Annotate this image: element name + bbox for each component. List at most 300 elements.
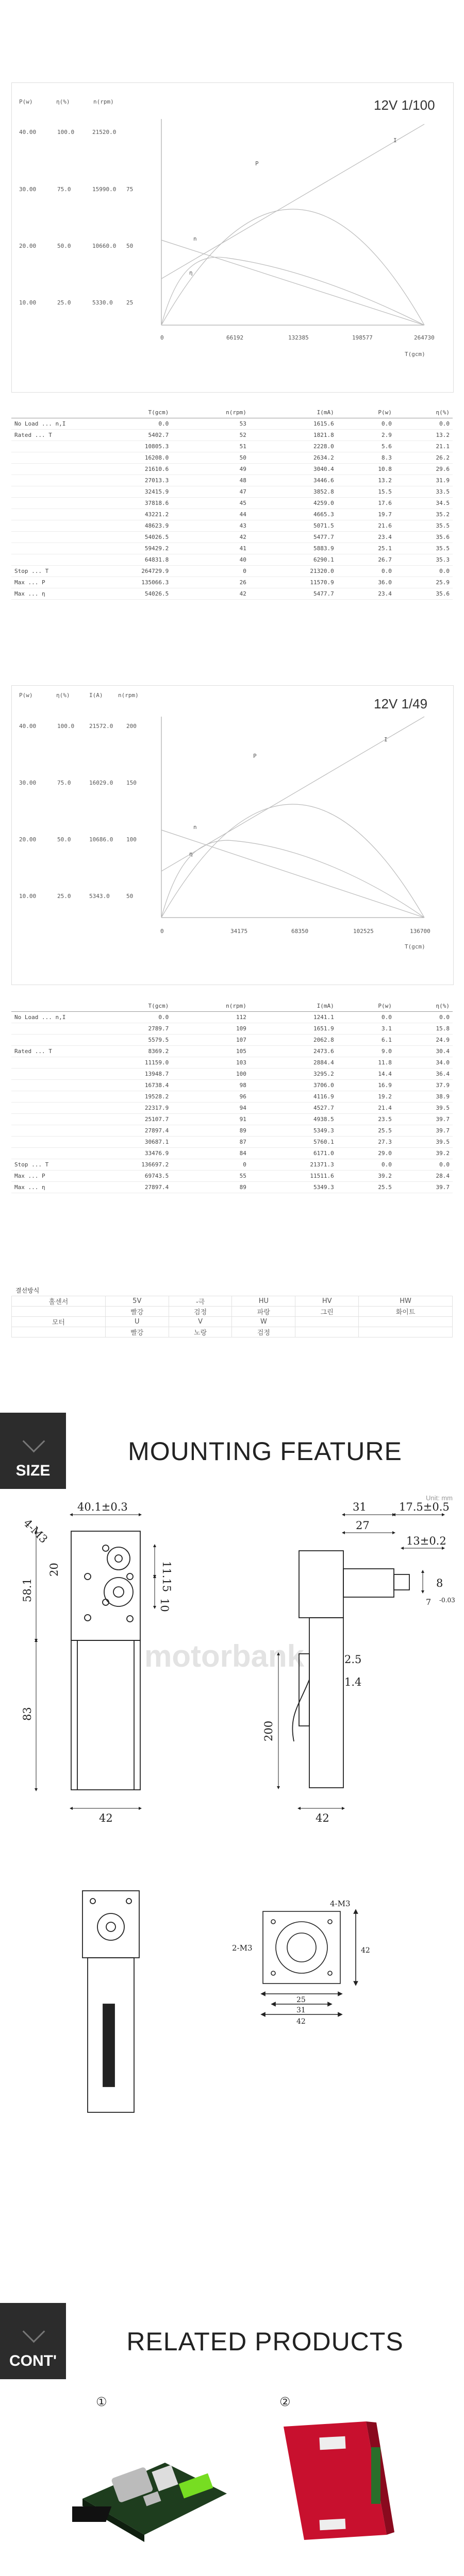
table-2-cell xyxy=(11,1125,74,1137)
svg-text:198577: 198577 xyxy=(352,334,373,341)
svg-text:20: 20 xyxy=(48,1563,60,1577)
chevron-down-icon xyxy=(23,2320,45,2343)
table-1-row xyxy=(11,464,453,475)
svg-text:20.00: 20.00 xyxy=(19,836,37,843)
chart-1-curve-eta xyxy=(161,257,424,325)
table-2-row xyxy=(11,1148,453,1159)
table-2-cell: 112 xyxy=(172,1012,250,1023)
table-1-cell: 25.1 xyxy=(337,543,395,554)
svg-text:75: 75 xyxy=(126,186,134,193)
table-1-cell xyxy=(11,543,74,554)
table-1-header-5: η(%) xyxy=(395,407,453,418)
table-2-row xyxy=(11,1125,453,1137)
table-1-cell: 34.5 xyxy=(395,498,453,509)
table-1-row xyxy=(11,588,453,600)
chart-1-plot xyxy=(12,83,453,392)
table-1-cell: 23.4 xyxy=(337,588,395,600)
chart-1-label-p: P xyxy=(255,160,259,167)
table-1-cell: 64831.8 xyxy=(74,554,172,566)
table-2-cell: 39.5 xyxy=(395,1137,453,1148)
table-2-cell: 16.9 xyxy=(337,1080,395,1091)
table-1-row xyxy=(11,532,453,543)
svg-text:42: 42 xyxy=(316,1812,329,1824)
svg-text:10.00: 10.00 xyxy=(19,893,37,900)
table-1-cell: 5.6 xyxy=(337,441,395,452)
svg-text:102525: 102525 xyxy=(353,928,374,935)
svg-text:75.0: 75.0 xyxy=(57,186,71,193)
table-1-cell xyxy=(11,554,74,566)
table-2-cell: 38.9 xyxy=(395,1091,453,1103)
table-2-cell xyxy=(11,1148,74,1159)
table-1-cell: 21.6 xyxy=(337,520,395,532)
wiring-cell: U xyxy=(105,1317,169,1327)
table-1-cell: 11570.9 xyxy=(250,577,337,588)
table-1-cell: 21610.6 xyxy=(74,464,172,475)
table-2-header-5: η(%) xyxy=(395,1001,453,1012)
table-2-row xyxy=(11,1046,453,1057)
table-2-cell: 3295.2 xyxy=(250,1069,337,1080)
table-2-cell: 30687.1 xyxy=(74,1137,172,1148)
table-2-cell xyxy=(11,1069,74,1080)
table-1-row xyxy=(11,475,453,486)
table-1-cell: 13.2 xyxy=(395,430,453,441)
table-2-cell: Max ... P xyxy=(11,1171,74,1182)
table-2-row xyxy=(11,1035,453,1046)
table-1-cell: 8.3 xyxy=(337,452,395,464)
table-2-cell: 107 xyxy=(172,1035,250,1046)
table-1-cell: 29.6 xyxy=(395,464,453,475)
table-1-cell: 2.9 xyxy=(337,430,395,441)
table-1-cell xyxy=(11,452,74,464)
table-1-cell: 44 xyxy=(172,509,250,520)
table-1-cell: 59429.2 xyxy=(74,543,172,554)
chart-1-curve-p xyxy=(161,209,424,325)
table-1-row xyxy=(11,509,453,520)
wiring-cell: 빨강 xyxy=(105,1307,169,1317)
svg-text:50.0: 50.0 xyxy=(57,836,71,843)
table-1-cell xyxy=(11,475,74,486)
table-2-row xyxy=(11,1159,453,1171)
chart-1-curve-n xyxy=(161,240,424,325)
table-2-header-4: P(w) xyxy=(337,1001,395,1012)
svg-text:0: 0 xyxy=(160,928,164,935)
table-2-cell: 0 xyxy=(172,1159,250,1171)
table-2-cell xyxy=(11,1137,74,1148)
table-1-row xyxy=(11,566,453,577)
table-1-cell xyxy=(11,520,74,532)
chart-1-axis-header-n: n(rpm) xyxy=(93,98,114,105)
table-1-cell: 16208.0 xyxy=(74,452,172,464)
table-1-cell: 10805.3 xyxy=(74,441,172,452)
svg-text:42: 42 xyxy=(99,1812,113,1824)
performance-table-2 xyxy=(11,1001,453,1193)
svg-text:40.00: 40.00 xyxy=(19,129,37,135)
table-2-cell: 21.4 xyxy=(337,1103,395,1114)
table-1-cell xyxy=(11,498,74,509)
table-1-cell: 3446.6 xyxy=(250,475,337,486)
table-1-cell: 36.0 xyxy=(337,577,395,588)
table-2-cell: 11159.0 xyxy=(74,1057,172,1069)
svg-text:25.0: 25.0 xyxy=(57,893,71,900)
table-2-cell: 98 xyxy=(172,1080,250,1091)
table-1-cell: 54026.5 xyxy=(74,532,172,543)
svg-text:150: 150 xyxy=(126,779,137,786)
svg-text:200: 200 xyxy=(126,723,137,730)
wiring-cell: W xyxy=(232,1317,295,1327)
table-2-cell: Max ... η xyxy=(11,1182,74,1193)
table-1-cell: 1821.8 xyxy=(250,430,337,441)
table-1-cell: 35.2 xyxy=(395,509,453,520)
table-2-cell: 6171.0 xyxy=(250,1148,337,1159)
table-1-cell: 25.9 xyxy=(395,577,453,588)
mounting-heading: MOUNTING FEATURE xyxy=(128,1437,402,1466)
table-1-header-3: I(mA) xyxy=(250,407,337,418)
table-2-cell: 100 xyxy=(172,1069,250,1080)
table-1-cell: 5477.7 xyxy=(250,588,337,600)
table-1-cell: 5883.9 xyxy=(250,543,337,554)
table-1-cell: 0 xyxy=(172,566,250,577)
table-1-cell: 3040.4 xyxy=(250,464,337,475)
table-2-cell: 2884.4 xyxy=(250,1057,337,1069)
table-2-cell: 37.9 xyxy=(395,1080,453,1091)
related-heading: RELATED PRODUCTS xyxy=(126,2327,404,2356)
svg-text:83: 83 xyxy=(21,1707,34,1721)
table-2-cell: 13948.7 xyxy=(74,1069,172,1080)
svg-text:2-M3: 2-M3 xyxy=(232,1943,253,1953)
svg-text:200: 200 xyxy=(262,1720,275,1741)
table-1-cell: 1615.6 xyxy=(250,418,337,430)
table-2-cell: 55 xyxy=(172,1171,250,1182)
table-1-row xyxy=(11,418,453,430)
svg-text:n(rpm): n(rpm) xyxy=(118,692,139,699)
table-2-cell xyxy=(11,1091,74,1103)
table-2-cell: 27.3 xyxy=(337,1137,395,1148)
table-1-row xyxy=(11,430,453,441)
wiring-cell: 검정 xyxy=(232,1327,295,1337)
table-2-cell: 89 xyxy=(172,1125,250,1137)
table-1-cell: 5071.5 xyxy=(250,520,337,532)
svg-text:31: 31 xyxy=(296,2006,306,2014)
svg-text:34175: 34175 xyxy=(230,928,248,935)
table-1-cell: 26 xyxy=(172,577,250,588)
table-1-cell: 26.7 xyxy=(337,554,395,566)
svg-text:P(w): P(w) xyxy=(19,692,33,699)
svg-text:100.0: 100.0 xyxy=(57,129,75,135)
table-2-row xyxy=(11,1114,453,1125)
table-1-cell: 54026.5 xyxy=(74,588,172,600)
table-1-row xyxy=(11,577,453,588)
table-2-cell: 16738.4 xyxy=(74,1080,172,1091)
related-banner xyxy=(0,2303,464,2379)
wiring-row xyxy=(12,1317,453,1327)
performance-chart-2 xyxy=(11,685,454,985)
chart-1-curve-i xyxy=(161,124,424,279)
svg-text:I: I xyxy=(384,736,388,743)
table-2-cell: 22317.9 xyxy=(74,1103,172,1114)
svg-text:264730: 264730 xyxy=(414,334,435,341)
table-1-row xyxy=(11,452,453,464)
svg-text:100.0: 100.0 xyxy=(57,723,75,730)
svg-text:2.5: 2.5 xyxy=(344,1653,362,1666)
svg-text:75.0: 75.0 xyxy=(57,779,71,786)
table-2-cell: 39.7 xyxy=(395,1182,453,1193)
svg-text:50: 50 xyxy=(126,893,134,900)
table-2-cell: 27897.4 xyxy=(74,1125,172,1137)
table-2-cell: 91 xyxy=(172,1114,250,1125)
table-2-cell: 69743.5 xyxy=(74,1171,172,1182)
table-1-cell: 33.5 xyxy=(395,486,453,498)
svg-text:4-M3: 4-M3 xyxy=(21,1516,51,1546)
table-1-cell: 35.6 xyxy=(395,588,453,600)
watermark: motorbank xyxy=(144,1639,305,1673)
table-1-cell: 35.6 xyxy=(395,532,453,543)
table-1-cell: 27013.3 xyxy=(74,475,172,486)
table-1-cell: Rated ... T xyxy=(11,430,74,441)
table-1-cell xyxy=(11,509,74,520)
table-1-cell: 52 xyxy=(172,430,250,441)
table-1-header-1: T(gcm) xyxy=(74,407,172,418)
table-2-row xyxy=(11,1023,453,1035)
table-1-cell: No Load ... n,I xyxy=(11,418,74,430)
wiring-cell xyxy=(359,1327,453,1337)
table-1-cell: 35.5 xyxy=(395,520,453,532)
svg-text:30.00: 30.00 xyxy=(19,186,37,193)
table-2-row xyxy=(11,1080,453,1091)
table-1-cell xyxy=(11,532,74,543)
table-1-cell: 2634.2 xyxy=(250,452,337,464)
svg-text:13±0.2: 13±0.2 xyxy=(406,1535,446,1547)
svg-text:η: η xyxy=(189,851,193,857)
svg-text:136700: 136700 xyxy=(410,928,430,935)
table-2-row xyxy=(11,1182,453,1193)
table-2-cell: 24.9 xyxy=(395,1035,453,1046)
table-1-header-4: P(w) xyxy=(337,407,395,418)
svg-text:11.15: 11.15 xyxy=(160,1561,173,1592)
table-1-cell: 5402.7 xyxy=(74,430,172,441)
svg-text:25.0: 25.0 xyxy=(57,299,71,306)
table-2-cell: 39.7 xyxy=(395,1114,453,1125)
mounting-banner xyxy=(0,1413,464,1489)
table-1-row xyxy=(11,498,453,509)
product-1-image[interactable] xyxy=(72,2416,237,2545)
performance-table-1 xyxy=(11,407,453,600)
bottom-right-view xyxy=(263,1911,356,2014)
product-2-image[interactable] xyxy=(273,2416,397,2550)
svg-text:40.00: 40.00 xyxy=(19,723,37,730)
table-1-cell: 2228.0 xyxy=(250,441,337,452)
table-1-cell: 35.5 xyxy=(395,543,453,554)
table-2-header-1: T(gcm) xyxy=(74,1001,172,1012)
table-1-cell: Stop ... T xyxy=(11,566,74,577)
table-2-cell: 105 xyxy=(172,1046,250,1057)
table-1-cell: 0.0 xyxy=(337,566,395,577)
cont-tag: CONT' xyxy=(0,2303,66,2379)
table-1-cell: 3852.8 xyxy=(250,486,337,498)
chart-1-label-i: I xyxy=(393,137,397,144)
svg-text:n: n xyxy=(193,824,197,831)
svg-text:66192: 66192 xyxy=(226,334,244,341)
table-1-row xyxy=(11,486,453,498)
chart-1-title: 12V 1/100 xyxy=(374,97,435,113)
front-dims xyxy=(36,1515,155,1808)
table-2-cell: 11.8 xyxy=(337,1057,395,1069)
table-2-cell: 39.2 xyxy=(395,1148,453,1159)
table-2-header-0 xyxy=(11,1001,74,1012)
wiring-cell: 파랑 xyxy=(232,1307,295,1317)
chart-2-plot xyxy=(12,686,453,985)
svg-text:17.5±0.5: 17.5±0.5 xyxy=(399,1501,450,1513)
svg-text:30.00: 30.00 xyxy=(19,779,37,786)
table-2-cell: 36.4 xyxy=(395,1069,453,1080)
table-2-cell: 87 xyxy=(172,1137,250,1148)
table-2-cell: 0.0 xyxy=(395,1159,453,1171)
table-1-cell: 35.3 xyxy=(395,554,453,566)
table-2-cell: Rated ... T xyxy=(11,1046,74,1057)
table-2-row xyxy=(11,1171,453,1182)
table-2-row xyxy=(11,1069,453,1080)
table-1-row xyxy=(11,520,453,532)
table-2-cell: 0.0 xyxy=(337,1012,395,1023)
table-1-cell: 0.0 xyxy=(337,418,395,430)
svg-text:-0.03: -0.03 xyxy=(439,1597,455,1604)
table-2-cell: 3.1 xyxy=(337,1023,395,1035)
svg-text:27: 27 xyxy=(356,1519,370,1532)
chart-1-label-eta: η xyxy=(189,269,193,276)
unit-label: Unit: mm xyxy=(426,1494,453,1502)
table-2-cell: 4527.7 xyxy=(250,1103,337,1114)
table-2-cell: 25107.7 xyxy=(74,1114,172,1125)
chart-1-axis-header-p: P(w) xyxy=(19,98,33,105)
wiring-cell: 빨강 xyxy=(105,1327,169,1337)
table-1-cell: 45 xyxy=(172,498,250,509)
table-2-row xyxy=(11,1103,453,1114)
table-2-cell: 84 xyxy=(172,1148,250,1159)
chart-1-x-label: T(gcm) xyxy=(405,351,425,358)
wiring-cell: 5V xyxy=(105,1296,169,1307)
table-2-cell: 136697.2 xyxy=(74,1159,172,1171)
table-2-cell: 1241.1 xyxy=(250,1012,337,1023)
table-1-cell: 0.0 xyxy=(395,566,453,577)
svg-text:P: P xyxy=(253,753,257,759)
table-2-cell: 8369.2 xyxy=(74,1046,172,1057)
table-1-cell: 42 xyxy=(172,588,250,600)
table-2-cell xyxy=(11,1023,74,1035)
svg-text:50: 50 xyxy=(126,243,134,249)
table-2-cell: 19.2 xyxy=(337,1091,395,1103)
table-2-cell: 4938.5 xyxy=(250,1114,337,1125)
table-1-cell: 53 xyxy=(172,418,250,430)
svg-text:25: 25 xyxy=(126,299,134,306)
wiring-cell: 화이트 xyxy=(359,1307,453,1317)
svg-text:T(gcm): T(gcm) xyxy=(405,943,425,950)
table-2-cell: No Load ... n,I xyxy=(11,1012,74,1023)
table-1-cell: 13.2 xyxy=(337,475,395,486)
table-1-header-2: n(rpm) xyxy=(172,407,250,418)
table-2-cell: Stop ... T xyxy=(11,1159,74,1171)
svg-text:15990.0: 15990.0 xyxy=(92,186,117,193)
wiring-cell: -극 xyxy=(169,1296,232,1307)
chart-2-title: 12V 1/49 xyxy=(374,696,428,711)
svg-text:16029.0: 16029.0 xyxy=(89,779,113,786)
table-2-cell: 11511.6 xyxy=(250,1171,337,1182)
table-1-cell: 21320.0 xyxy=(250,566,337,577)
table-1-cell: 0.0 xyxy=(74,418,172,430)
table-1-cell: 0.0 xyxy=(395,418,453,430)
table-1-cell: 10.8 xyxy=(337,464,395,475)
chart-1-axis-header-eta: η(%) xyxy=(56,98,70,105)
table-2-cell: 109 xyxy=(172,1023,250,1035)
table-1-row xyxy=(11,543,453,554)
table-2-cell: 23.5 xyxy=(337,1114,395,1125)
table-2-cell: 2473.6 xyxy=(250,1046,337,1057)
table-1-cell: 50 xyxy=(172,452,250,464)
table-2-cell: 2062.8 xyxy=(250,1035,337,1046)
svg-text:10: 10 xyxy=(158,1598,171,1612)
table-1-row xyxy=(11,554,453,566)
table-2-cell: 34.0 xyxy=(395,1057,453,1069)
side-view xyxy=(292,1551,409,1788)
wiring-cell: 노랑 xyxy=(169,1327,232,1337)
chart-1-x-ticks xyxy=(160,334,435,341)
table-1-cell: Max ... P xyxy=(11,577,74,588)
svg-text:5330.0: 5330.0 xyxy=(92,299,113,306)
table-2-cell: 25.5 xyxy=(337,1125,395,1137)
svg-text:42: 42 xyxy=(361,1946,370,1955)
table-2-cell: 94 xyxy=(172,1103,250,1114)
table-1-cell: 264729.9 xyxy=(74,566,172,577)
wiring-cell: 그린 xyxy=(295,1307,359,1317)
table-2-cell: 28.4 xyxy=(395,1171,453,1182)
svg-text:5343.0: 5343.0 xyxy=(89,893,110,900)
table-1-cell: 48 xyxy=(172,475,250,486)
table-2-cell xyxy=(11,1114,74,1125)
table-2-cell: 1651.9 xyxy=(250,1023,337,1035)
table-2-cell: 89 xyxy=(172,1182,250,1193)
size-tag: SIZE xyxy=(0,1413,66,1489)
wiring-cell xyxy=(359,1317,453,1327)
table-2-header-3: I(mA) xyxy=(250,1001,337,1012)
table-2-row xyxy=(11,1091,453,1103)
performance-chart-1 xyxy=(11,82,454,393)
wiring-cell: HU xyxy=(232,1296,295,1307)
svg-text:31: 31 xyxy=(353,1501,367,1513)
table-1-cell: 51 xyxy=(172,441,250,452)
svg-text:100: 100 xyxy=(126,836,137,843)
table-2-cell: 0.0 xyxy=(74,1012,172,1023)
table-2-cell: 9.0 xyxy=(337,1046,395,1057)
wiring-row xyxy=(12,1327,453,1337)
bottom-left-view xyxy=(82,1891,139,2112)
table-1-cell: 32415.9 xyxy=(74,486,172,498)
table-2-header-2: n(rpm) xyxy=(172,1001,250,1012)
table-1-cell: 37818.6 xyxy=(74,498,172,509)
chart-2-curve-n xyxy=(161,830,424,918)
svg-text:η(%): η(%) xyxy=(56,692,70,699)
svg-text:8: 8 xyxy=(436,1577,443,1589)
table-2-cell: 0.0 xyxy=(395,1012,453,1023)
wiring-cell xyxy=(295,1317,359,1327)
svg-text:21572.0: 21572.0 xyxy=(89,723,113,730)
wiring-cell: HW xyxy=(359,1296,453,1307)
svg-text:25: 25 xyxy=(296,1996,306,2004)
front-view xyxy=(71,1531,140,1790)
svg-text:20.00: 20.00 xyxy=(19,243,37,249)
svg-text:I(A): I(A) xyxy=(89,692,103,699)
table-2-cell: 30.4 xyxy=(395,1046,453,1057)
chart-1-label-n: n xyxy=(193,235,197,242)
table-2-cell: 15.8 xyxy=(395,1023,453,1035)
table-2-cell xyxy=(11,1057,74,1069)
